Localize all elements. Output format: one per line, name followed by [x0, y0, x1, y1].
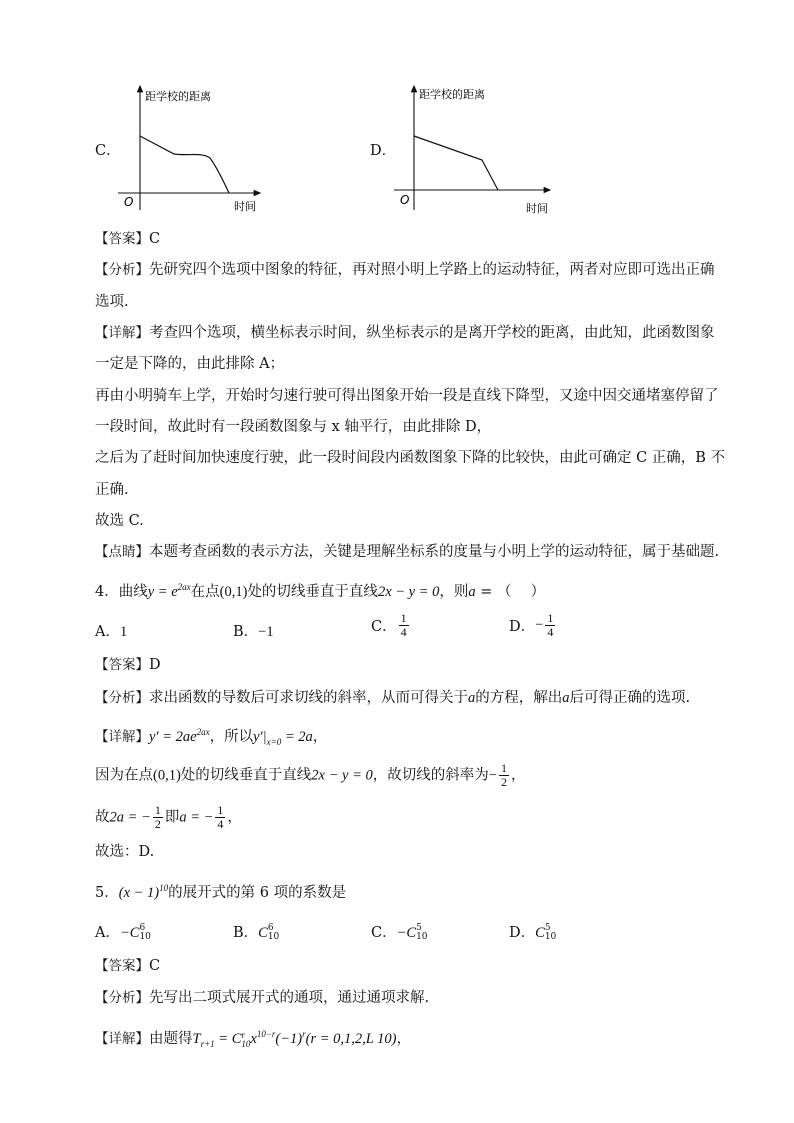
- question-number: 4．: [95, 583, 119, 600]
- option-label: B．: [233, 624, 259, 640]
- option-label: B．: [233, 925, 259, 941]
- equals-c: = C: [214, 1030, 242, 1047]
- punct: ，: [227, 809, 242, 826]
- punct: ，: [396, 1030, 411, 1047]
- q4-option-b[interactable]: [233, 620, 274, 641]
- subscript: 10: [416, 932, 428, 942]
- q3-detail-line-6: 正确.: [95, 482, 129, 498]
- q4-option-a[interactable]: [95, 620, 127, 641]
- detail-tag: 【详解】: [95, 728, 149, 745]
- combination: −C: [396, 925, 417, 941]
- curve-formula: [148, 584, 191, 600]
- variable-a: a: [468, 583, 476, 600]
- combination: −C: [119, 925, 140, 941]
- punct: ，: [510, 767, 526, 784]
- fraction: [499, 762, 509, 789]
- curve-base: y = e: [147, 583, 178, 600]
- option-label: C．: [371, 619, 397, 635]
- numerator: 1: [500, 761, 507, 775]
- q3-choose: 故选 C.: [95, 513, 144, 529]
- line-formula: 2x − y = 0: [311, 767, 373, 784]
- comment-tag: 【点睛】: [95, 544, 149, 560]
- q4-analysis: [95, 688, 690, 708]
- q4-detail-line-3: [95, 804, 242, 831]
- q5-option-c[interactable]: [371, 921, 428, 942]
- variable-a: a: [468, 690, 476, 706]
- equation: 2a = −: [109, 809, 151, 826]
- exponent: r: [302, 1029, 306, 1039]
- q4-option-d[interactable]: [509, 612, 557, 639]
- answer-value: C: [149, 231, 161, 247]
- q4-option-c[interactable]: [371, 612, 411, 639]
- exponent: 2ax: [196, 727, 210, 737]
- question-number: 5．: [95, 884, 119, 901]
- detail-text: 即: [164, 809, 180, 826]
- analysis-text: 先研究四个选项中图象的特征，再对照小明上学路上的运动特征，两者对应即可选出正确: [149, 262, 715, 278]
- stem-text: = （ ）: [475, 583, 546, 600]
- analysis-tag: 【分析】: [95, 990, 149, 1006]
- origin-label: O: [400, 193, 410, 207]
- derivative-bar: y′|: [253, 728, 267, 745]
- variable-a: a: [562, 690, 570, 706]
- detail-text: 故: [95, 809, 110, 826]
- q3-detail-line-3: 再由小明骑车上学，开始时匀速行驶可得出图象开始一段是直线下降型，又途中因交通堵塞停留了: [95, 388, 719, 404]
- q3-detail-line-1: [95, 323, 715, 343]
- superscript: r: [241, 1029, 245, 1040]
- superscript: 5: [544, 923, 551, 933]
- subscript: r+1: [200, 1038, 215, 1049]
- q4-answer: [95, 655, 161, 675]
- exponent: 10−r: [256, 1029, 276, 1039]
- stem-text: 曲线: [118, 583, 148, 600]
- option-label: A．: [95, 624, 120, 640]
- q5-option-d[interactable]: [509, 921, 556, 942]
- denominator: 4: [217, 817, 224, 831]
- x-symbol: x: [250, 1030, 257, 1047]
- general-term: [193, 1031, 397, 1047]
- option-c-label: C．: [95, 143, 121, 159]
- q5-stem: [95, 878, 346, 903]
- origin-label: O: [124, 195, 134, 209]
- distance-curve: [140, 136, 229, 193]
- superscript: 6: [139, 923, 146, 933]
- stem-text: 的展开式的第 6 项的系数是: [168, 884, 347, 901]
- detail-text: ，故切线的斜率为: [372, 767, 489, 784]
- q3-detail-line-4: 一段时间，故此时有一段函数图象与 x 轴平行，由此排除 D，: [95, 419, 492, 435]
- analysis-tag: 【分析】: [95, 690, 149, 706]
- denominator: 4: [547, 625, 554, 639]
- derivative-base: y′ = 2ae: [149, 728, 197, 745]
- analysis-text: 求出函数的导数后可求切线的斜率，从而可得关于: [149, 690, 468, 706]
- analysis-text: 后可得正确的选项.: [569, 690, 691, 706]
- q4-detail-line-1: [95, 722, 327, 752]
- subscript: 10: [267, 932, 280, 942]
- detail-text: 由题得: [149, 1030, 193, 1047]
- q3-analysis-line-1: [95, 260, 715, 280]
- fraction: [545, 612, 555, 639]
- combination-indices: [416, 924, 427, 942]
- fraction: [399, 612, 409, 639]
- option-label: D．: [509, 619, 536, 635]
- stem-text: 在点: [190, 583, 220, 600]
- punct: ，: [312, 728, 328, 745]
- comment-text: 本题考查函数的表示方法，关键是理解坐标系的度量与小明上学的运动特征，属于基础题.: [149, 544, 720, 560]
- x-axis-label: 时间: [526, 202, 548, 214]
- analysis-text: 的方程，解出: [475, 690, 563, 706]
- minus-sign: −: [488, 767, 497, 784]
- detail-text: 因为在点: [95, 767, 153, 784]
- graph-d: [388, 82, 552, 214]
- graph-c: [112, 82, 262, 214]
- q5-option-b[interactable]: [233, 921, 279, 942]
- detail-text: ，所以: [209, 728, 254, 745]
- q5-analysis: [95, 988, 429, 1008]
- combination-indices: [268, 924, 279, 942]
- sign-factor: (−1): [275, 1030, 303, 1047]
- binomial-base: (x − 1): [118, 884, 160, 901]
- option-label: D．: [509, 925, 536, 941]
- option-value: −1: [258, 624, 274, 640]
- superscript: 6: [267, 923, 274, 933]
- option-label: A．: [95, 925, 120, 941]
- option-label: C．: [371, 925, 397, 941]
- detail-text: 处的切线垂直于直线: [180, 767, 312, 784]
- range: (r = 0,1,2,L 10): [305, 1030, 397, 1047]
- combination: C: [258, 925, 268, 941]
- combination: C: [535, 925, 545, 941]
- subscript: 10: [544, 932, 557, 942]
- derivative-at-zero: [253, 729, 313, 745]
- term-symbol: T: [192, 1030, 201, 1047]
- fraction: [215, 804, 225, 831]
- q4-detail-line-2: [95, 762, 525, 789]
- q5-detail: [95, 1024, 411, 1054]
- q5-answer: [95, 956, 160, 976]
- option-value: 1: [119, 624, 128, 640]
- derivative: [149, 729, 210, 745]
- point: (0,1): [219, 583, 248, 600]
- fraction: [153, 804, 163, 831]
- answer-value: D: [149, 657, 161, 673]
- subscript: 10: [139, 932, 151, 942]
- denominator: 2: [154, 817, 161, 831]
- denominator: 4: [400, 625, 407, 639]
- exponent: 10: [159, 883, 169, 893]
- analysis-text: 先写出二项式展开式的通项，通过通项求解.: [149, 990, 430, 1006]
- superscript: 5: [416, 923, 422, 933]
- q3-analysis-line-2: 选项.: [95, 294, 129, 310]
- option-d-label: D．: [370, 143, 397, 159]
- binomial: [119, 885, 168, 901]
- denominator: 2: [500, 775, 507, 789]
- value: = 2a: [281, 728, 313, 745]
- y-axis-label: 距学校的距离: [145, 90, 211, 103]
- answer-value: C: [149, 958, 161, 974]
- numerator: 1: [547, 611, 554, 625]
- q3-answer: [95, 229, 160, 249]
- stem-text: 处的切线垂直于直线: [247, 583, 378, 600]
- combination-indices: [545, 924, 556, 942]
- q5-option-a[interactable]: [95, 921, 151, 942]
- answer-tag: 【答案】: [95, 231, 149, 247]
- point: (0,1): [153, 767, 181, 784]
- answer-tag: 【答案】: [95, 657, 149, 673]
- detail-tag: 【详解】: [95, 1030, 149, 1047]
- numerator: 1: [154, 803, 161, 817]
- q4-stem: [95, 577, 545, 602]
- stem-text: ，则: [439, 583, 469, 600]
- combination-indices: [139, 924, 150, 942]
- subscript: x=0: [266, 736, 282, 747]
- q3-detail-line-2: 一定是下降的，由此排除 A；: [95, 356, 285, 372]
- numerator: 1: [400, 611, 407, 625]
- detail-text: 考查四个选项，横坐标表示时间，纵坐标表示的是离开学校的距离，由此知，此函数图象: [149, 325, 715, 341]
- q4-choose: 故选：D.: [95, 844, 155, 860]
- analysis-tag: 【分析】: [95, 262, 149, 278]
- x-axis-label: 时间: [234, 200, 256, 213]
- curve-exponent: 2ax: [177, 582, 191, 592]
- q3-comment: [95, 542, 719, 562]
- distance-line: [414, 136, 498, 190]
- minus-sign: −: [535, 617, 544, 633]
- equation: a = −: [179, 809, 214, 826]
- y-axis-label: 距学校的距离: [419, 88, 485, 101]
- line-formula: 2x − y = 0: [377, 583, 440, 600]
- numerator: 1: [217, 803, 224, 817]
- detail-tag: 【详解】: [95, 325, 149, 341]
- answer-tag: 【答案】: [95, 958, 149, 974]
- subscript: 10: [241, 1038, 251, 1049]
- q3-detail-line-5: 之后为了赶时间加快速度行驶，此一段时间段内函数图象下降的比较快，由此可确定 C 正确，B 不: [95, 450, 726, 466]
